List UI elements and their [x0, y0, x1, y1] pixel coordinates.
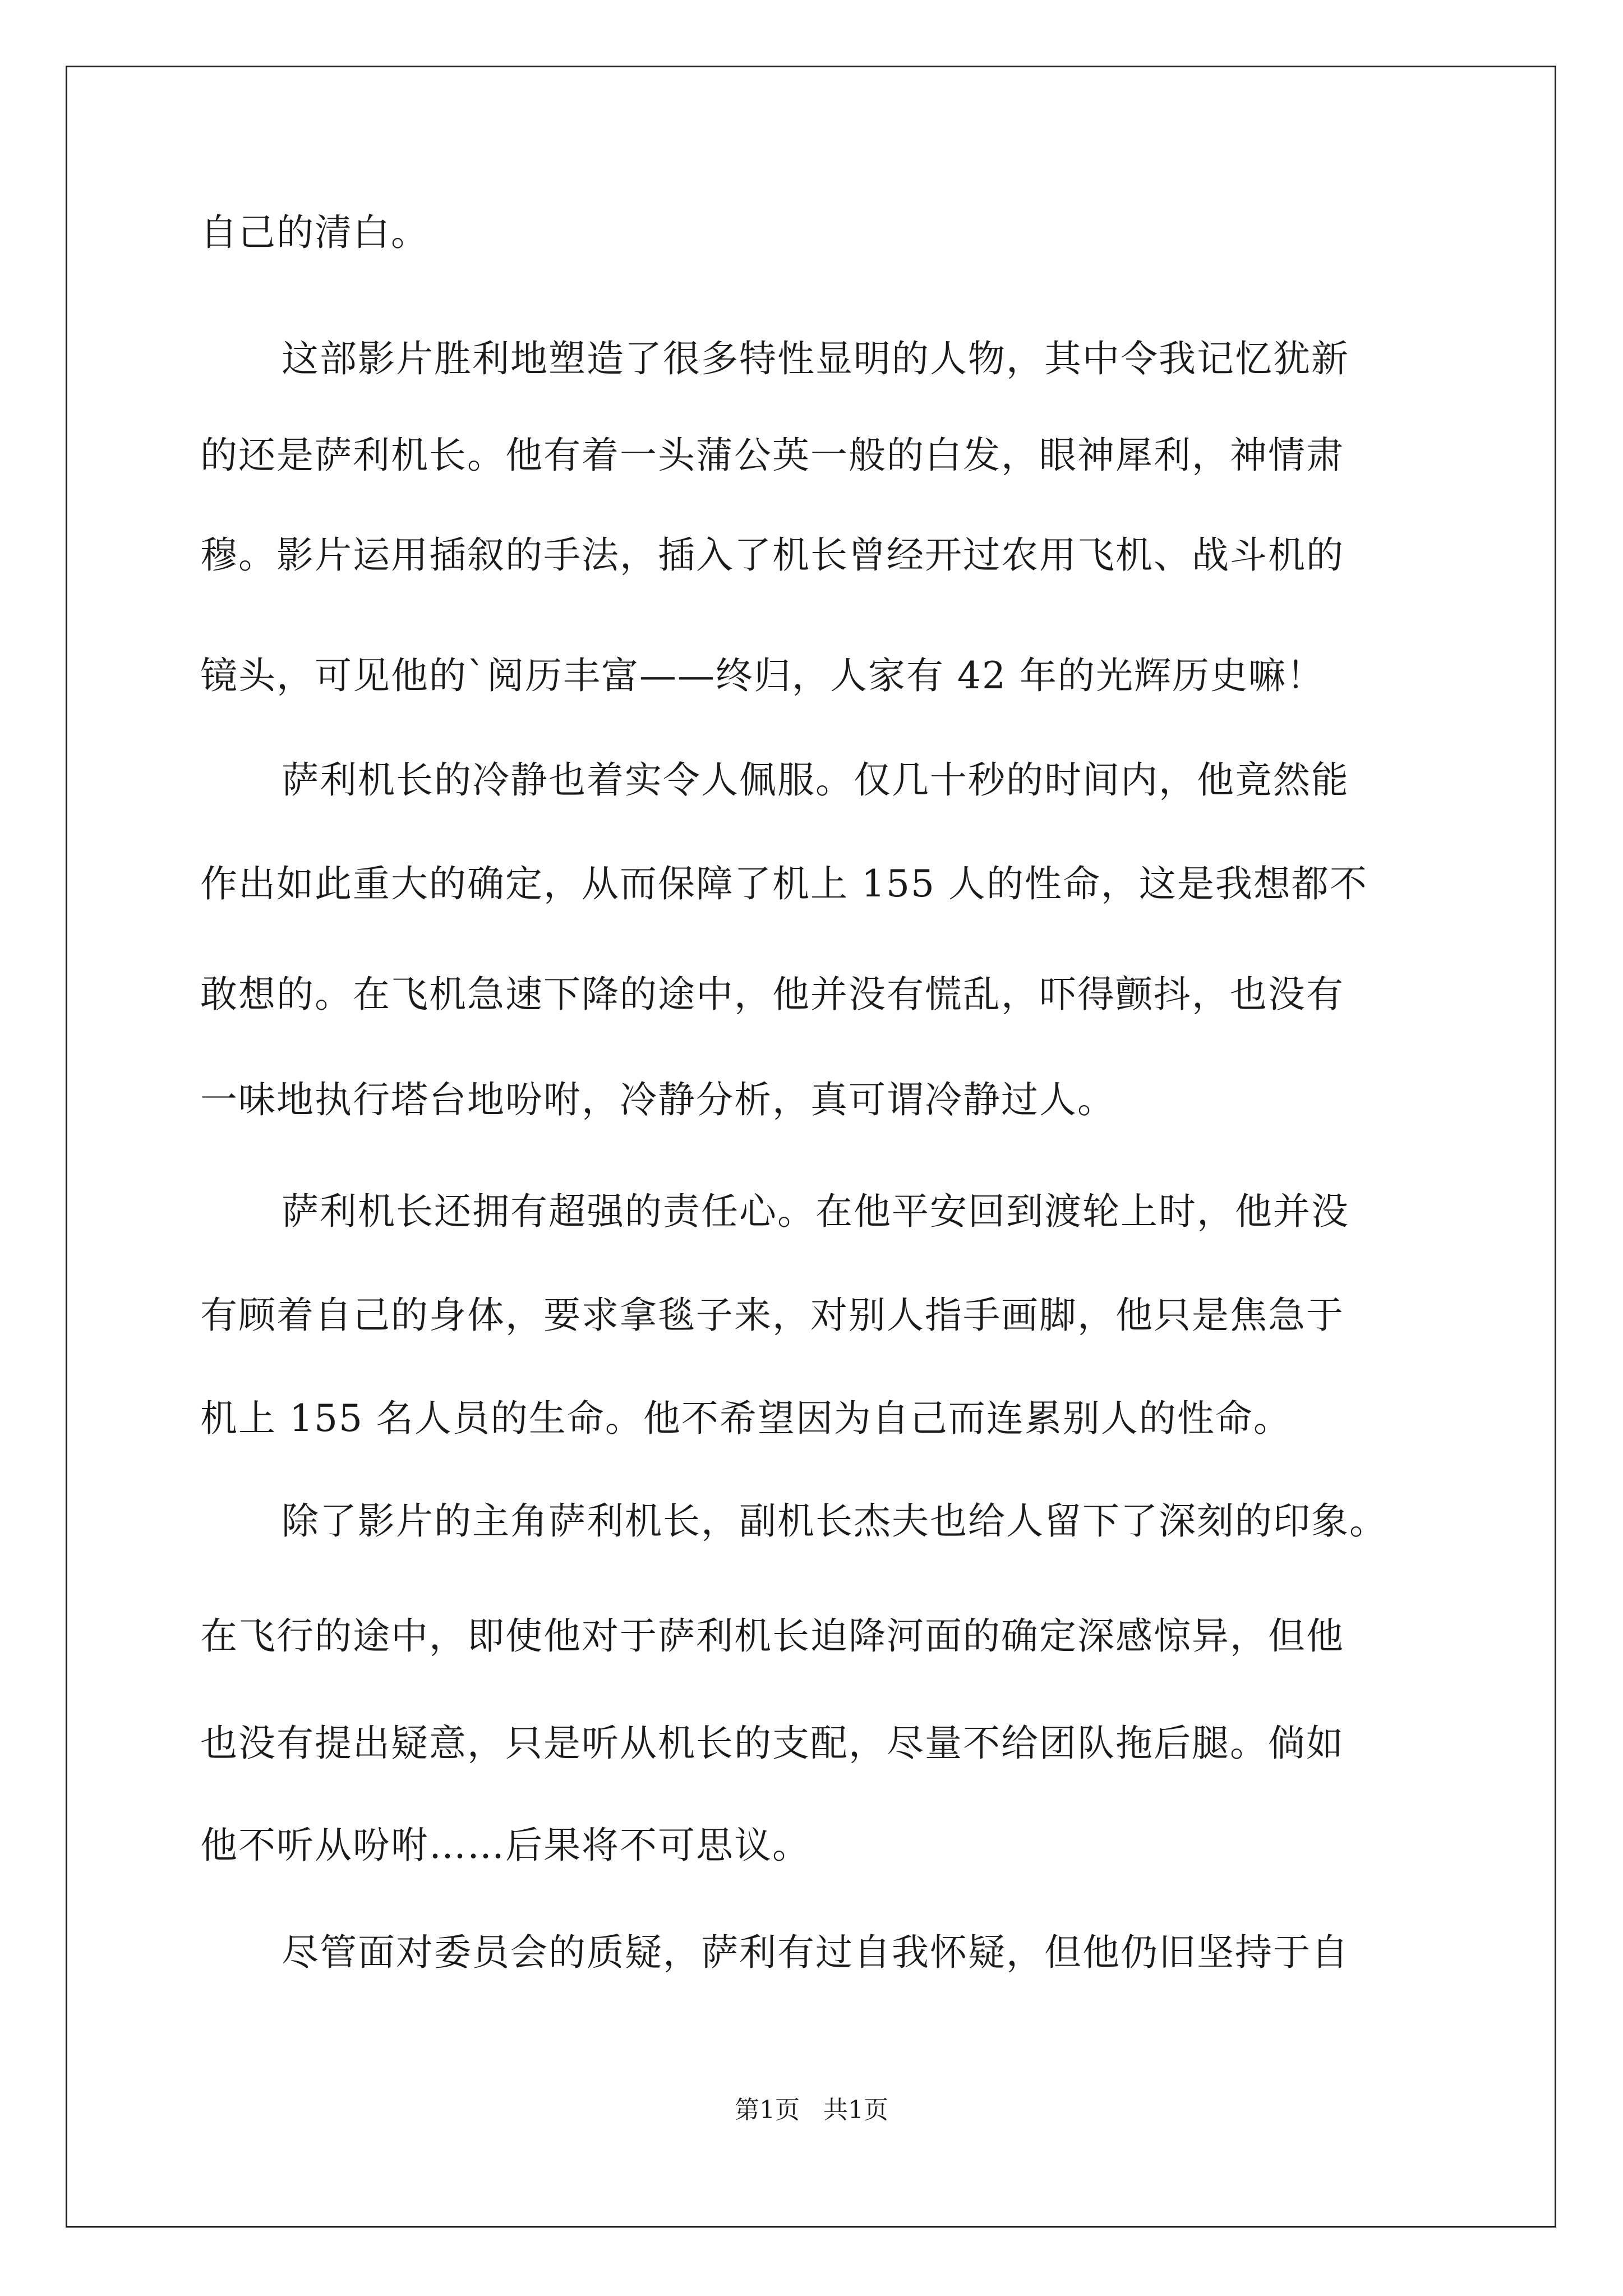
- paragraph-start-line: 萨利机长还拥有超强的责任心。在他平安回到渡轮上时，他并没: [282, 1190, 1349, 1233]
- paragraph-start-line: 这部影片胜利地塑造了很多特性显明的人物，其中令我记忆犹新: [282, 337, 1349, 380]
- text-line: 有顾着自己的身体，要求拿毯子来，对别人指手画脚，他只是焦急于: [200, 1294, 1344, 1337]
- text-line: 自己的清白。: [200, 211, 429, 254]
- paragraph-start-line: 萨利机长的冷静也着实令人佩服。仅几十秒的时间内，他竟然能: [282, 758, 1349, 802]
- page-border: [66, 66, 1556, 2228]
- paragraph-start-line: 除了影片的主角萨利机长，副机长杰夫也给人留下了深刻的印象。: [282, 1499, 1387, 1543]
- text-line: 在飞行的途中，即使他对于萨利机长迫降河面的确定深感惊异，但他: [200, 1614, 1344, 1658]
- text-line: 一味地执行塔台地吩咐，冷静分析，真可谓冷静过人。: [200, 1078, 1115, 1121]
- text-line: 作出如此重大的确定，从而保障了机上 155 人的性命，这是我想都不: [200, 862, 1368, 905]
- text-line: 机上 155 名人员的生命。他不希望因为自己而连累别人的性命。: [200, 1397, 1292, 1440]
- text-line: 他不听从吩咐……后果将不可思议。: [200, 1824, 810, 1867]
- text-line: 敢想的。在飞机急速下降的途中，他并没有慌乱，吓得颤抖，也没有: [200, 973, 1344, 1016]
- text-line: 也没有提出疑意，只是听从机长的支配，尽量不给团队拖后腿。倘如: [200, 1722, 1344, 1765]
- page-number-footer: 第1页 共1页: [735, 2096, 888, 2124]
- text-line: 镜头，可见他的`阅历丰富——终归，人家有 42 年的光辉历史嘛！: [200, 654, 1325, 697]
- text-line: 的还是萨利机长。他有着一头蒲公英一般的白发，眼神犀利，神情肃: [200, 434, 1344, 477]
- paragraph-start-line: 尽管面对委员会的质疑，萨利有过自我怀疑，但他仍旧坚持于自: [282, 1931, 1349, 1974]
- text-line: 穆。影片运用插叙的手法，插入了机长曾经开过农用飞机、战斗机的: [200, 533, 1344, 577]
